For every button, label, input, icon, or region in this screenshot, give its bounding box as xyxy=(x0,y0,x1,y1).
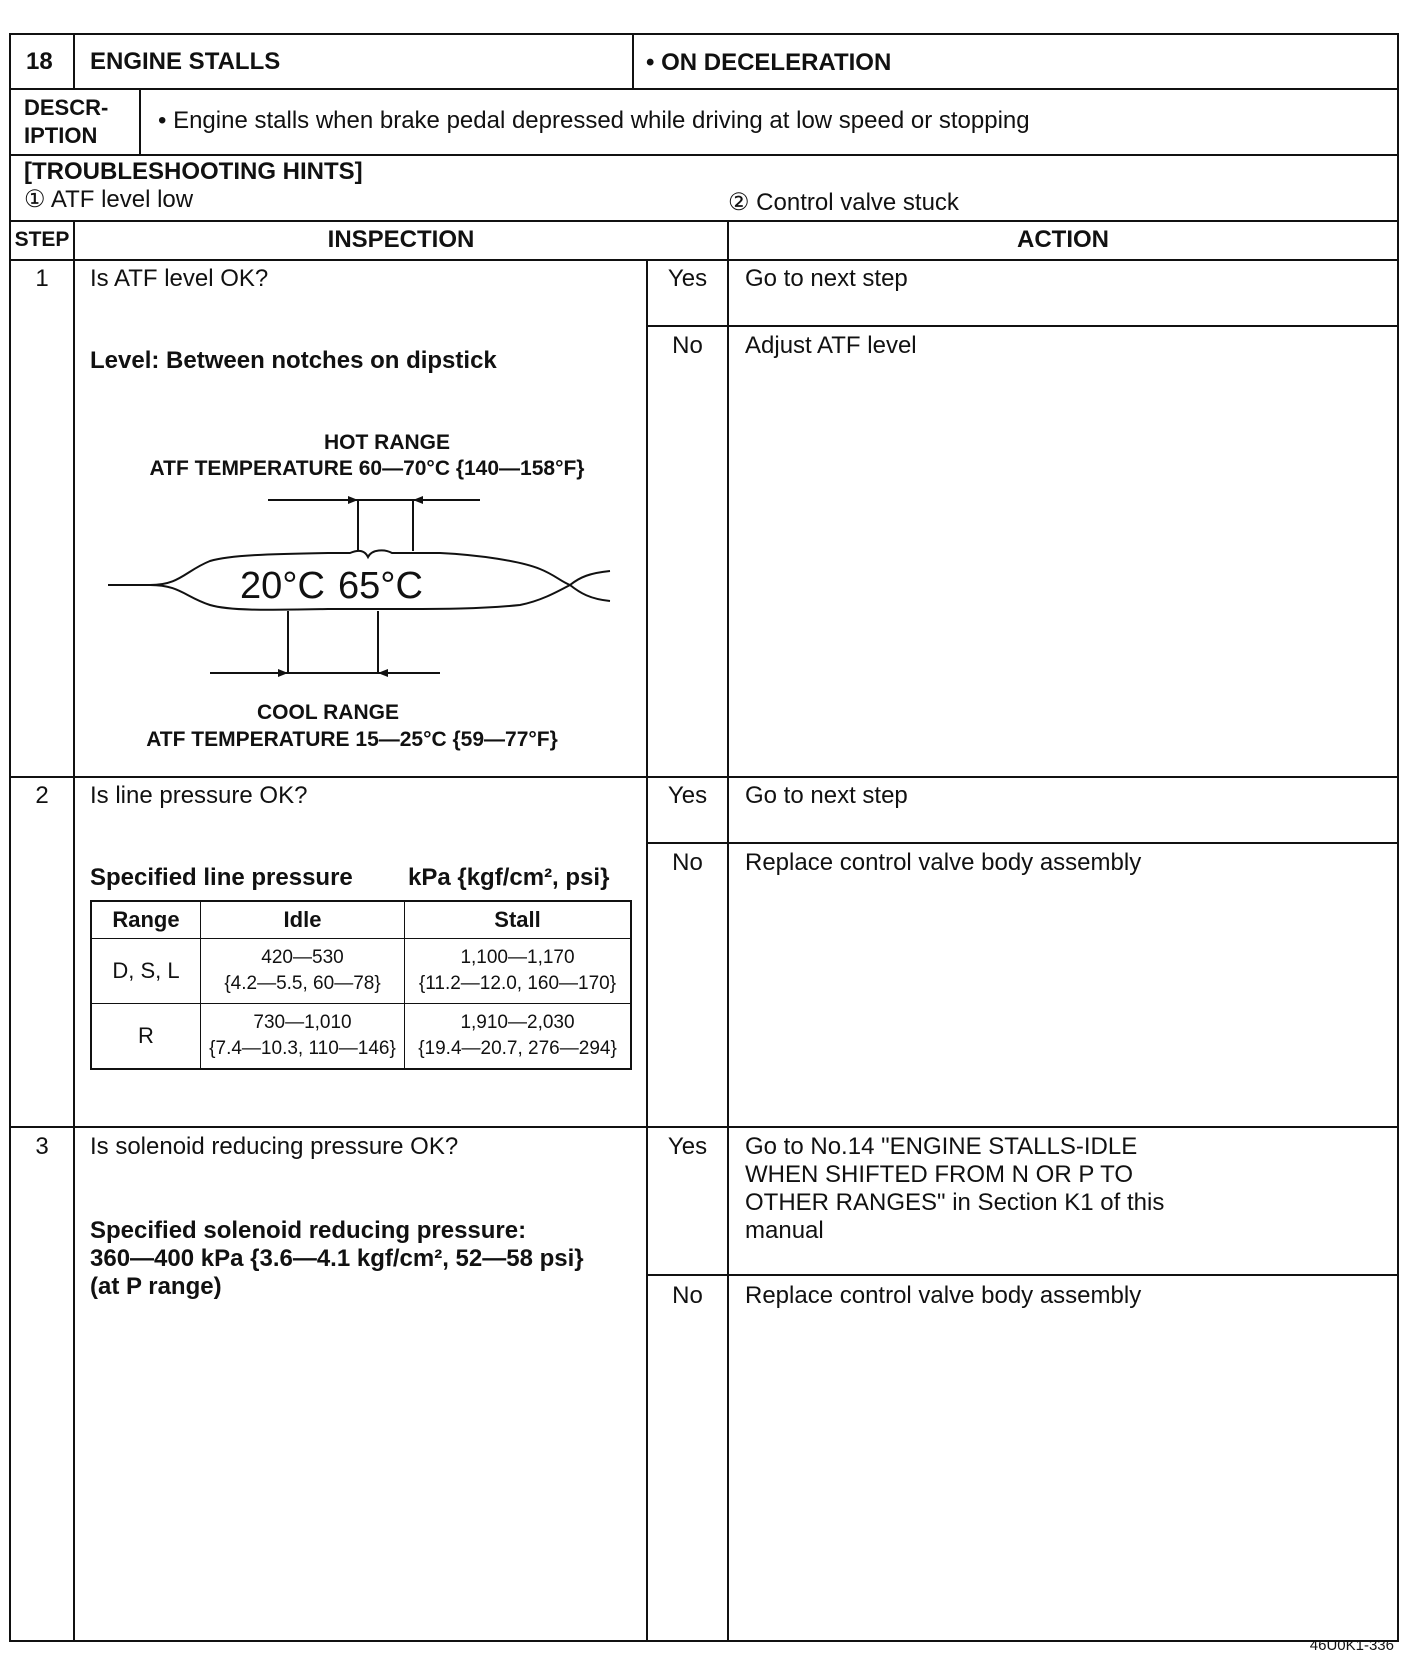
mark-65: 65°C xyxy=(338,565,423,607)
yes-label: Yes xyxy=(667,782,708,809)
problem-condition: • ON DECELERATION xyxy=(646,49,892,76)
table-row xyxy=(91,939,631,1004)
table-header: Stall xyxy=(405,901,632,939)
table-cell-idle: 730—1,010 {7.4—10.3, 110—146} xyxy=(201,1004,405,1070)
table-cell-range: D, S, L xyxy=(91,939,201,1004)
step-detail: Specified line pressure xyxy=(90,864,353,891)
problem-number: 18 xyxy=(26,48,53,75)
yes-action: Go to next step xyxy=(745,265,908,292)
problem-title: ENGINE STALLS xyxy=(90,48,281,75)
step-number: 1 xyxy=(35,265,49,292)
hints-title: [TROUBLESHOOTING HINTS] xyxy=(24,158,363,185)
no-action: Replace control valve body assembly xyxy=(745,1282,1142,1309)
hint-item: ② Control valve stuck xyxy=(728,189,959,216)
table-header: Range xyxy=(91,901,201,939)
yes-action: Go to next step xyxy=(745,782,908,809)
step-number: 2 xyxy=(35,782,49,809)
no-label: No xyxy=(672,1282,703,1309)
description-label: DESCR- IPTION xyxy=(24,95,109,148)
step-detail-unit: kPa {kgf/cm², psi} xyxy=(408,864,610,891)
table-cell-range: R xyxy=(91,1004,201,1070)
line-pressure-table xyxy=(90,900,632,1070)
yes-label: Yes xyxy=(667,265,708,292)
table-cell-idle: 420—530 {4.2—5.5, 60—78} xyxy=(201,939,405,1004)
step-detail: Level: Between notches on dipstick xyxy=(90,347,497,374)
column-header-action: ACTION xyxy=(1017,226,1109,253)
column-header-step: STEP xyxy=(14,228,70,251)
step-question: Is solenoid reducing pressure OK? xyxy=(90,1133,459,1160)
table-row xyxy=(91,1004,631,1070)
step-detail: Specified solenoid reducing pressure: 360—400 kPa {3.6—4.1 kgf/cm², 52—58 psi} (at P range) xyxy=(90,1217,584,1300)
hint-item: ① ATF level low xyxy=(24,186,194,213)
no-action: Replace control valve body assembly xyxy=(745,849,1142,876)
step-question: Is line pressure OK? xyxy=(90,782,308,809)
yes-action: Go to No.14 "ENGINE STALLS-IDLE WHEN SHIFTED FROM N OR P TO OTHER RANGES" in Section K1 of this manual xyxy=(745,1133,1165,1244)
no-label: No xyxy=(672,849,703,876)
yes-label: Yes xyxy=(667,1133,708,1160)
step-question: Is ATF level OK? xyxy=(90,265,269,292)
no-action: Adjust ATF level xyxy=(745,332,917,359)
step-number: 3 xyxy=(35,1133,49,1160)
figure-code: 46U0K1-336 xyxy=(1309,1637,1394,1654)
dipstick-diagram xyxy=(100,485,620,705)
dipstick-tip xyxy=(570,571,610,601)
table-header: Idle xyxy=(201,901,405,939)
table-cell-stall: 1,910—2,030 {19.4—20.7, 276—294} xyxy=(405,1004,632,1070)
no-label: No xyxy=(672,332,703,359)
description-text: • Engine stalls when brake pedal depressed while driving at low speed or stopping xyxy=(158,107,1030,134)
column-header-inspection: INSPECTION xyxy=(327,226,475,253)
mark-20: 20°C xyxy=(240,565,325,607)
table-header-row xyxy=(91,901,631,939)
table-cell-stall: 1,100—1,170 {11.2—12.0, 160—170} xyxy=(405,939,632,1004)
